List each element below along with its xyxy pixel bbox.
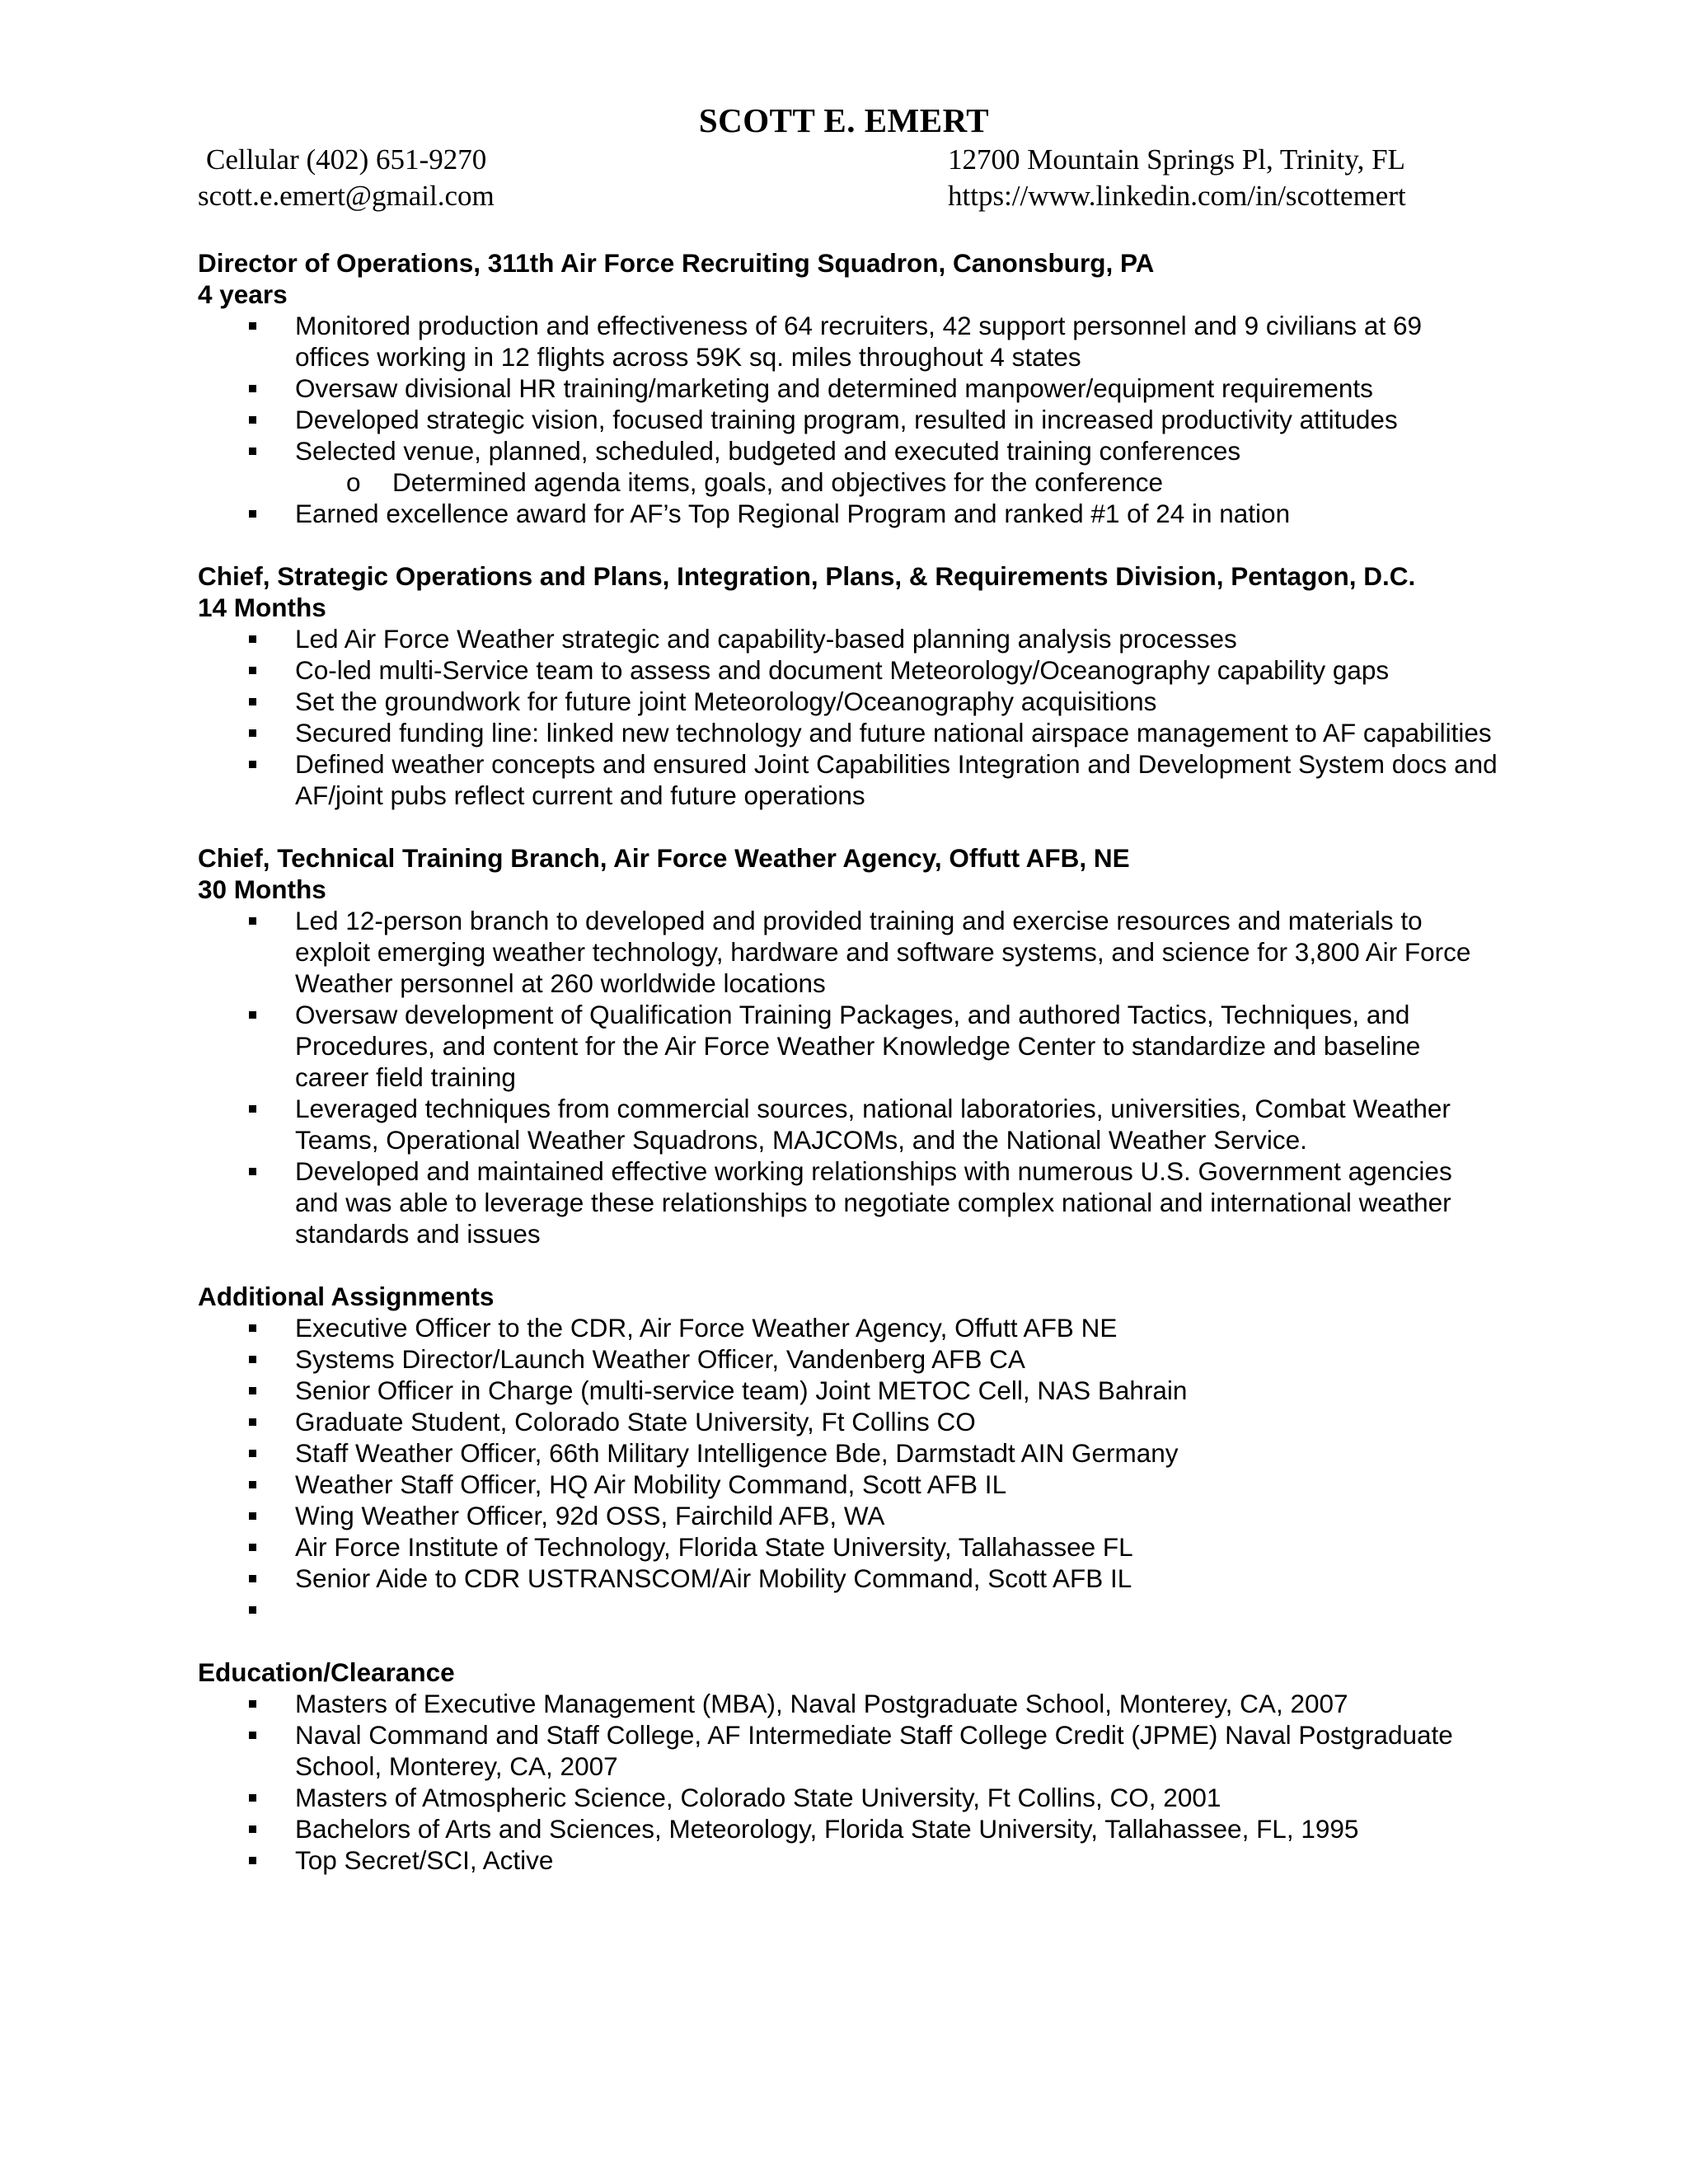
bullet-icon — [249, 448, 256, 455]
bullet-icon — [249, 322, 256, 330]
bullet-list — [198, 1312, 1500, 1625]
position-duration: 30 Months — [198, 874, 326, 904]
bullet-text: Executive Officer to the CDR, Air Force Weather Agency, Offutt AFB NE — [295, 1313, 1118, 1343]
list-item — [198, 1312, 1500, 1343]
section-heading: Additional Assignments — [198, 1282, 495, 1311]
phone-number: Cellular (402) 651-9270 — [206, 143, 487, 176]
bullet-text: Bachelors of Arts and Sciences, Meteorology, Florida State University, Tallahassee, FL, 1995 — [295, 1814, 1359, 1844]
list-item — [198, 1531, 1500, 1563]
bullet-text: Developed and maintained effective working relationships with numerous U.S. Government agencies and was able to leverage these relationships to negotiate complex national and international weather standards and issues — [295, 1156, 1452, 1249]
list-item — [198, 1813, 1500, 1844]
bullet-list — [198, 1688, 1500, 1876]
list-item — [198, 1469, 1500, 1500]
experience-section — [198, 560, 1500, 811]
bullet-text: Masters of Executive Management (MBA), Naval Postgraduate School, Monterey, CA, 2007 — [295, 1689, 1348, 1718]
candidate-name: SCOTT E. EMERT — [698, 101, 990, 139]
bullet-list — [198, 623, 1500, 811]
list-item — [198, 498, 1500, 529]
mailing-address: 12700 Mountain Springs Pl, Trinity, FL — [948, 143, 1405, 176]
bullet-text: Staff Weather Officer, 66th Military Intelligence Bde, Darmstadt AIN Germany — [295, 1438, 1179, 1468]
list-item — [198, 1844, 1500, 1876]
bullet-text: Wing Weather Officer, 92d OSS, Fairchild AFB, WA — [295, 1501, 885, 1530]
bullet-text: Oversaw divisional HR training/marketing and determined manpower/equipment requirements — [295, 373, 1373, 403]
position-title: Chief, Strategic Operations and Plans, Integration, Plans, & Requirements Division, Pentagon, D.C. — [198, 561, 1416, 591]
list-item — [198, 686, 1500, 717]
bullet-icon — [249, 1450, 256, 1457]
list-item — [198, 373, 1500, 404]
bullet-icon — [249, 1356, 256, 1363]
bullet-icon — [249, 761, 256, 768]
bullet-icon — [249, 698, 256, 705]
bullet-icon — [249, 1324, 256, 1332]
list-item — [198, 1155, 1500, 1249]
bullet-text: Monitored production and effectiveness of 64 recruiters, 42 support personnel and 9 civilians at 69 offices working in 12 flights across 59K sq. miles throughout 4 states — [295, 311, 1422, 372]
bullet-icon — [249, 1732, 256, 1739]
bullet-icon — [249, 1825, 256, 1833]
bullet-text: Leveraged techniques from commercial sources, national laboratories, universities, Combat Weather Teams, Operational Weather Squadrons, MAJCOMs, and the National Weather Service. — [295, 1094, 1451, 1155]
list-item — [198, 1719, 1500, 1782]
list-item — [198, 1406, 1500, 1437]
list-item — [198, 1594, 1500, 1625]
email-address: scott.e.emert@gmail.com — [198, 180, 495, 212]
bullet-text: Top Secret/SCI, Active — [295, 1845, 554, 1875]
experience-section — [198, 247, 1500, 529]
bullet-text: Co-led multi-Service team to assess and document Meteorology/Oceanography capability gaps — [295, 655, 1390, 685]
position-title: Chief, Technical Training Branch, Air Force Weather Agency, Offutt AFB, NE — [198, 843, 1130, 873]
bullet-icon — [249, 416, 256, 424]
experience-section — [198, 842, 1500, 1249]
bullet-text: Air Force Institute of Technology, Florida State University, Tallahassee FL — [295, 1532, 1133, 1562]
sub-list-item — [198, 466, 1500, 498]
bullet-icon — [249, 729, 256, 737]
bullet-icon — [249, 1794, 256, 1802]
list-item — [198, 435, 1500, 466]
bullet-icon — [249, 1105, 256, 1113]
sub-bullet-list — [198, 466, 1500, 498]
bullet-text: Defined weather concepts and ensured Joint Capabilities Integration and Development System docs and AF/joint pubs reflect current and future operations — [295, 749, 1498, 810]
bullet-icon — [249, 385, 256, 392]
bullet-text: Set the groundwork for future joint Meteorology/Oceanography acquisitions — [295, 687, 1157, 716]
bullet-text: Oversaw development of Qualification Training Packages, and authored Tactics, Techniques, and Procedures, and content for the Air Force Weather Knowledge Center to standardize and baseline career field training — [295, 1000, 1421, 1092]
bullet-text: Senior Officer in Charge (multi-service team) Joint METOC Cell, NAS Bahrain — [295, 1376, 1188, 1405]
contact-left — [198, 142, 495, 214]
bullet-list — [198, 498, 1500, 529]
bullet-text: Earned excellence award for AF’s Top Regional Program and ranked #1 of 24 in nation — [295, 499, 1291, 528]
bullet-text: Led Air Force Weather strategic and capability-based planning analysis processes — [295, 624, 1237, 654]
bullet-text: Naval Command and Staff College, AF Intermediate Staff College Credit (JPME) Naval Postgraduate School, Monterey, CA, 2007 — [295, 1720, 1453, 1781]
bullet-icon — [249, 1544, 256, 1551]
bullet-icon — [249, 667, 256, 674]
position-duration: 4 years — [198, 279, 288, 309]
bullet-icon — [249, 1168, 256, 1175]
section-heading: Education/Clearance — [198, 1657, 455, 1687]
bullet-icon — [249, 635, 256, 643]
list-item — [198, 1563, 1500, 1594]
bullet-list — [198, 905, 1500, 1249]
bullet-text: Graduate Student, Colorado State University, Ft Collins CO — [295, 1407, 976, 1436]
bullet-icon — [249, 1512, 256, 1520]
position-title: Director of Operations, 311th Air Force Recruiting Squadron, Canonsburg, PA — [198, 248, 1155, 278]
list-item — [198, 623, 1500, 654]
bullet-icon — [249, 1575, 256, 1582]
bullet-text: Masters of Atmospheric Science, Colorado State University, Ft Collins, CO, 2001 — [295, 1783, 1221, 1812]
bullet-icon — [249, 1387, 256, 1394]
list-item — [198, 1782, 1500, 1813]
list-item — [198, 1500, 1500, 1531]
bullet-icon — [249, 510, 256, 518]
list-item — [198, 1688, 1500, 1719]
bullet-icon — [249, 1700, 256, 1708]
list-item — [198, 654, 1500, 686]
bullet-icon — [249, 1011, 256, 1019]
bullet-text: Weather Staff Officer, HQ Air Mobility Command, Scott AFB IL — [295, 1469, 1007, 1499]
bullet-icon — [249, 1418, 256, 1426]
list-item — [198, 1437, 1500, 1469]
list-item — [198, 1375, 1500, 1406]
list-item — [198, 310, 1500, 373]
assignments-section — [198, 1281, 1500, 1625]
resume-body — [198, 247, 1500, 1876]
bullet-icon — [249, 1857, 256, 1864]
list-item — [198, 905, 1500, 999]
bullet-list — [198, 310, 1500, 466]
bullet-text: Selected venue, planned, scheduled, budgeted and executed training conferences — [295, 436, 1241, 466]
list-item — [198, 717, 1500, 748]
sub-bullet-text: Determined agenda items, goals, and objectives for the conference — [392, 467, 1164, 497]
list-item — [198, 999, 1500, 1093]
position-duration: 14 Months — [198, 593, 326, 622]
list-item — [198, 748, 1500, 811]
contact-right — [948, 142, 1406, 214]
bullet-text: Led 12-person branch to developed and provided training and exercise resources and materials to exploit emerging weather technology, hardware and software systems, and science for 3,800 Air Force Weather personnel at 260 worldwide locations — [295, 906, 1471, 998]
list-item — [198, 404, 1500, 435]
bullet-icon — [249, 917, 256, 925]
education-section — [198, 1657, 1500, 1876]
linkedin-url: https://www.linkedin.com/in/scottemert — [948, 180, 1406, 212]
bullet-text: Systems Director/Launch Weather Officer, Vandenberg AFB CA — [295, 1344, 1025, 1374]
list-item — [198, 1343, 1500, 1375]
bullet-text: Developed strategic vision, focused training program, resulted in increased productivity attitudes — [295, 405, 1398, 434]
bullet-icon — [249, 1481, 256, 1488]
bullet-text: Senior Aide to CDR USTRANSCOM/Air Mobility Command, Scott AFB IL — [295, 1563, 1132, 1593]
bullet-icon — [249, 1606, 256, 1614]
bullet-text: Secured funding line: linked new technology and future national airspace management to AF capabilities — [295, 718, 1492, 748]
list-item — [198, 1093, 1500, 1155]
circle-bullet-icon: o — [346, 467, 361, 497]
